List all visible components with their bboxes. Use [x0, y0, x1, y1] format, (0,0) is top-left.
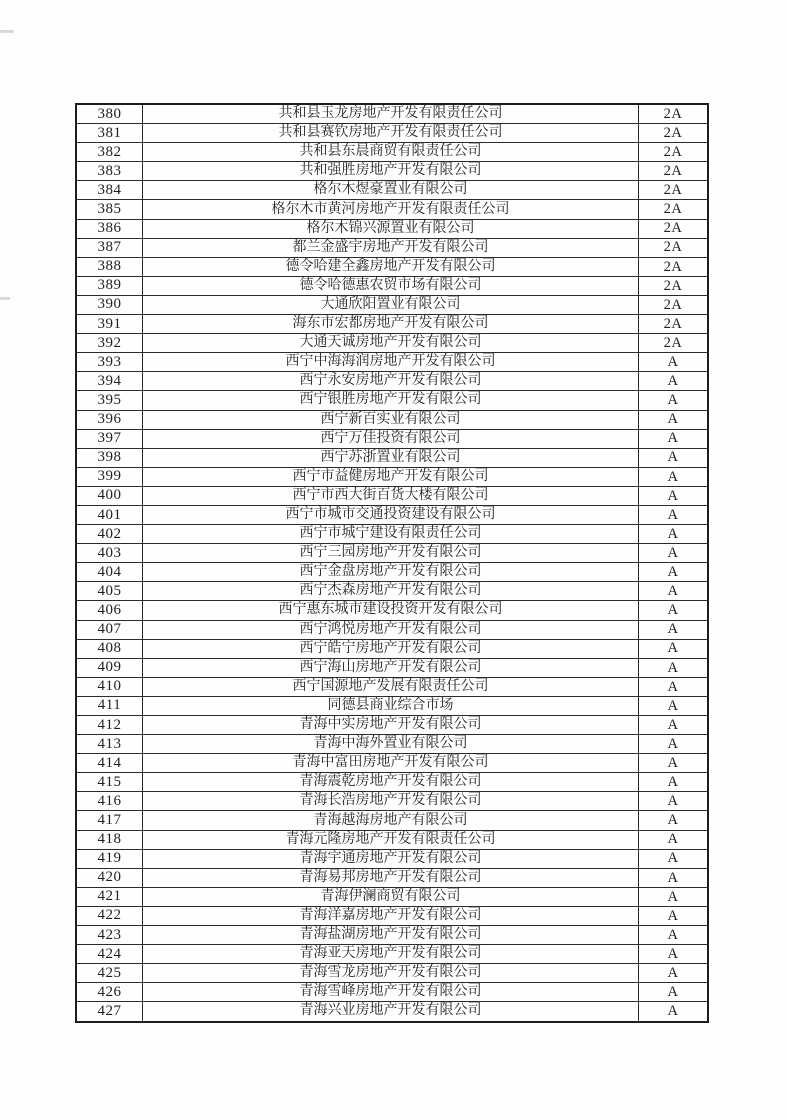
- row-index-cell: 414: [76, 754, 143, 773]
- rating-cell: A: [639, 792, 709, 811]
- table-row: [76, 849, 708, 868]
- row-index-cell: 416: [76, 792, 143, 811]
- row-index-cell: 420: [76, 868, 143, 887]
- table-row: [76, 257, 708, 276]
- table-row: [76, 773, 708, 792]
- company-name-cell: 青海宇通房地产开发有限公司: [143, 849, 639, 868]
- table-row: [76, 754, 708, 773]
- rating-cell: A: [639, 429, 709, 448]
- company-name-cell: 青海中海外置业有限公司: [143, 735, 639, 754]
- company-name-cell: 西宁新百实业有限公司: [143, 410, 639, 429]
- company-name-cell: 青海越海房地产有限公司: [143, 811, 639, 830]
- rating-cell: A: [639, 505, 709, 524]
- table-row: [76, 143, 708, 162]
- table-row: [76, 505, 708, 524]
- company-name-cell: 青海中实房地产开发有限公司: [143, 716, 639, 735]
- row-index-cell: 399: [76, 467, 143, 486]
- rating-cell: A: [639, 486, 709, 505]
- row-index-cell: 409: [76, 658, 143, 677]
- company-name-cell: 德令哈德惠农贸市场有限公司: [143, 276, 639, 295]
- table-row: [76, 525, 708, 544]
- table-row: [76, 811, 708, 830]
- company-name-cell: 西宁鸿悦房地产开发有限公司: [143, 620, 639, 639]
- row-index-cell: 383: [76, 162, 143, 181]
- company-name-cell: 西宁苏浙置业有限公司: [143, 448, 639, 467]
- table-row: [76, 162, 708, 181]
- table-row: [76, 372, 708, 391]
- company-name-cell: 西宁三园房地产开发有限公司: [143, 544, 639, 563]
- company-name-cell: 青海洋嘉房地产开发有限公司: [143, 906, 639, 925]
- table-row: [76, 1002, 708, 1022]
- company-name-cell: 西宁中海海润房地产开发有限公司: [143, 353, 639, 372]
- rating-cell: A: [639, 544, 709, 563]
- table-row: [76, 200, 708, 219]
- rating-cell: A: [639, 887, 709, 906]
- row-index-cell: 404: [76, 563, 143, 582]
- table-row: [76, 716, 708, 735]
- row-index-cell: 406: [76, 601, 143, 620]
- rating-table: [75, 103, 709, 1023]
- table-row: [76, 486, 708, 505]
- rating-cell: A: [639, 811, 709, 830]
- company-name-cell: 共和县东晨商贸有限责任公司: [143, 143, 639, 162]
- rating-cell: 2A: [639, 334, 709, 353]
- table-row: [76, 334, 708, 353]
- company-name-cell: 西宁市西大街百货大楼有限公司: [143, 486, 639, 505]
- rating-cell: A: [639, 467, 709, 486]
- row-index-cell: 407: [76, 620, 143, 639]
- row-index-cell: 405: [76, 582, 143, 601]
- row-index-cell: 413: [76, 735, 143, 754]
- rating-cell: A: [639, 677, 709, 696]
- table-row: [76, 926, 708, 945]
- row-index-cell: 421: [76, 887, 143, 906]
- company-name-cell: 青海雪峰房地产开发有限公司: [143, 983, 639, 1002]
- row-index-cell: 386: [76, 219, 143, 238]
- rating-cell: A: [639, 391, 709, 410]
- rating-cell: 2A: [639, 238, 709, 257]
- company-name-cell: 共和强胜房地产开发有限公司: [143, 162, 639, 181]
- company-name-cell: 青海伊澜商贸有限公司: [143, 887, 639, 906]
- table-body: [76, 104, 708, 1022]
- rating-cell: 2A: [639, 181, 709, 200]
- rating-cell: A: [639, 964, 709, 983]
- row-index-cell: 397: [76, 429, 143, 448]
- company-name-cell: 青海兴业房地产开发有限公司: [143, 1002, 639, 1022]
- row-index-cell: 415: [76, 773, 143, 792]
- table-row: [76, 563, 708, 582]
- table-row: [76, 792, 708, 811]
- rating-cell: A: [639, 372, 709, 391]
- table-row: [76, 295, 708, 314]
- table-row: [76, 544, 708, 563]
- row-index-cell: 411: [76, 696, 143, 715]
- rating-cell: A: [639, 735, 709, 754]
- rating-cell: A: [639, 773, 709, 792]
- company-name-cell: 西宁杰森房地产开发有限公司: [143, 582, 639, 601]
- rating-cell: 2A: [639, 104, 709, 124]
- rating-cell: A: [639, 601, 709, 620]
- table-row: [76, 620, 708, 639]
- rating-cell: 2A: [639, 295, 709, 314]
- rating-cell: A: [639, 525, 709, 544]
- rating-cell: A: [639, 1002, 709, 1022]
- rating-cell: 2A: [639, 257, 709, 276]
- company-name-cell: 青海易邦房地产开发有限公司: [143, 868, 639, 887]
- table-row: [76, 945, 708, 964]
- scan-artifact: [0, 30, 14, 33]
- table-row: [76, 601, 708, 620]
- table-row: [76, 238, 708, 257]
- row-index-cell: 381: [76, 124, 143, 143]
- table-row: [76, 410, 708, 429]
- table-row: [76, 276, 708, 295]
- rating-cell: 2A: [639, 200, 709, 219]
- row-index-cell: 424: [76, 945, 143, 964]
- row-index-cell: 402: [76, 525, 143, 544]
- rating-cell: A: [639, 830, 709, 849]
- rating-cell: A: [639, 754, 709, 773]
- row-index-cell: 417: [76, 811, 143, 830]
- table-row: [76, 315, 708, 334]
- rating-cell: A: [639, 716, 709, 735]
- rating-cell: A: [639, 563, 709, 582]
- rating-cell: 2A: [639, 276, 709, 295]
- rating-cell: 2A: [639, 143, 709, 162]
- row-index-cell: 426: [76, 983, 143, 1002]
- company-name-cell: 共和县玉龙房地产开发有限责任公司: [143, 104, 639, 124]
- table-row: [76, 353, 708, 372]
- company-name-cell: 大通天诚房地产开发有限公司: [143, 334, 639, 353]
- table-row: [76, 639, 708, 658]
- rating-cell: A: [639, 945, 709, 964]
- row-index-cell: 425: [76, 964, 143, 983]
- company-name-cell: 西宁永安房地产开发有限公司: [143, 372, 639, 391]
- rating-cell: A: [639, 353, 709, 372]
- row-index-cell: 427: [76, 1002, 143, 1022]
- company-name-cell: 青海盐湖房地产开发有限公司: [143, 926, 639, 945]
- row-index-cell: 392: [76, 334, 143, 353]
- row-index-cell: 422: [76, 906, 143, 925]
- rating-cell: A: [639, 620, 709, 639]
- row-index-cell: 390: [76, 295, 143, 314]
- company-name-cell: 海东市宏都房地产开发有限公司: [143, 315, 639, 334]
- company-name-cell: 西宁惠东城市建设投资开发有限公司: [143, 601, 639, 620]
- row-index-cell: 391: [76, 315, 143, 334]
- table-row: [76, 983, 708, 1002]
- rating-cell: 2A: [639, 219, 709, 238]
- company-name-cell: 西宁海山房地产开发有限公司: [143, 658, 639, 677]
- row-index-cell: 380: [76, 104, 143, 124]
- rating-cell: A: [639, 983, 709, 1002]
- table-row: [76, 429, 708, 448]
- company-name-cell: 青海雪龙房地产开发有限公司: [143, 964, 639, 983]
- rating-cell: 2A: [639, 162, 709, 181]
- table-row: [76, 735, 708, 754]
- company-name-cell: 西宁金盘房地产开发有限公司: [143, 563, 639, 582]
- row-index-cell: 395: [76, 391, 143, 410]
- rating-cell: A: [639, 410, 709, 429]
- rating-cell: A: [639, 582, 709, 601]
- row-index-cell: 388: [76, 257, 143, 276]
- row-index-cell: 387: [76, 238, 143, 257]
- table-row: [76, 964, 708, 983]
- company-name-cell: 格尔木煜豪置业有限公司: [143, 181, 639, 200]
- company-name-cell: 青海中富田房地产开发有限公司: [143, 754, 639, 773]
- row-index-cell: 412: [76, 716, 143, 735]
- table-row: [76, 104, 708, 124]
- row-index-cell: 382: [76, 143, 143, 162]
- row-index-cell: 384: [76, 181, 143, 200]
- table-row: [76, 124, 708, 143]
- row-index-cell: 394: [76, 372, 143, 391]
- rating-cell: A: [639, 696, 709, 715]
- table-row: [76, 181, 708, 200]
- company-name-cell: 西宁银胜房地产开发有限公司: [143, 391, 639, 410]
- table-row: [76, 219, 708, 238]
- company-name-cell: 青海震乾房地产开发有限公司: [143, 773, 639, 792]
- company-name-cell: 青海长浩房地产开发有限公司: [143, 792, 639, 811]
- company-name-cell: 西宁皓宁房地产开发有限公司: [143, 639, 639, 658]
- table-row: [76, 448, 708, 467]
- company-name-cell: 都兰金盛宇房地产开发有限公司: [143, 238, 639, 257]
- rating-cell: A: [639, 906, 709, 925]
- company-name-cell: 西宁国源地产发展有限责任公司: [143, 677, 639, 696]
- row-index-cell: 423: [76, 926, 143, 945]
- company-name-cell: 格尔木市黄河房地产开发有限责任公司: [143, 200, 639, 219]
- rating-cell: A: [639, 448, 709, 467]
- rating-cell: 2A: [639, 315, 709, 334]
- company-name-cell: 青海亚天房地产开发有限公司: [143, 945, 639, 964]
- row-index-cell: 419: [76, 849, 143, 868]
- rating-cell: A: [639, 926, 709, 945]
- table-row: [76, 391, 708, 410]
- row-index-cell: 408: [76, 639, 143, 658]
- table-row: [76, 868, 708, 887]
- table-row: [76, 582, 708, 601]
- table-row: [76, 830, 708, 849]
- row-index-cell: 385: [76, 200, 143, 219]
- row-index-cell: 393: [76, 353, 143, 372]
- row-index-cell: 400: [76, 486, 143, 505]
- table-row: [76, 658, 708, 677]
- company-name-cell: 西宁市城市交通投资建设有限公司: [143, 505, 639, 524]
- rating-cell: A: [639, 658, 709, 677]
- row-index-cell: 410: [76, 677, 143, 696]
- company-name-cell: 德令哈建全鑫房地产开发有限公司: [143, 257, 639, 276]
- company-name-cell: 青海元隆房地产开发有限责任公司: [143, 830, 639, 849]
- table-row: [76, 677, 708, 696]
- rating-cell: A: [639, 849, 709, 868]
- row-index-cell: 396: [76, 410, 143, 429]
- company-name-cell: 大通欣阳置业有限公司: [143, 295, 639, 314]
- rating-cell: 2A: [639, 124, 709, 143]
- company-name-cell: 共和县赛钦房地产开发有限责任公司: [143, 124, 639, 143]
- row-index-cell: 401: [76, 505, 143, 524]
- rating-cell: A: [639, 868, 709, 887]
- row-index-cell: 398: [76, 448, 143, 467]
- table-row: [76, 906, 708, 925]
- company-name-cell: 西宁市城宁建设有限责任公司: [143, 525, 639, 544]
- row-index-cell: 403: [76, 544, 143, 563]
- company-name-cell: 西宁万佳投资有限公司: [143, 429, 639, 448]
- row-index-cell: 418: [76, 830, 143, 849]
- scan-artifact: [0, 297, 10, 300]
- company-name-cell: 格尔木锦兴源置业有限公司: [143, 219, 639, 238]
- row-index-cell: 389: [76, 276, 143, 295]
- table-row: [76, 696, 708, 715]
- table-row: [76, 887, 708, 906]
- company-name-cell: 西宁市益健房地产开发有限公司: [143, 467, 639, 486]
- table-row: [76, 467, 708, 486]
- rating-cell: A: [639, 639, 709, 658]
- company-name-cell: 同德县商业综合市场: [143, 696, 639, 715]
